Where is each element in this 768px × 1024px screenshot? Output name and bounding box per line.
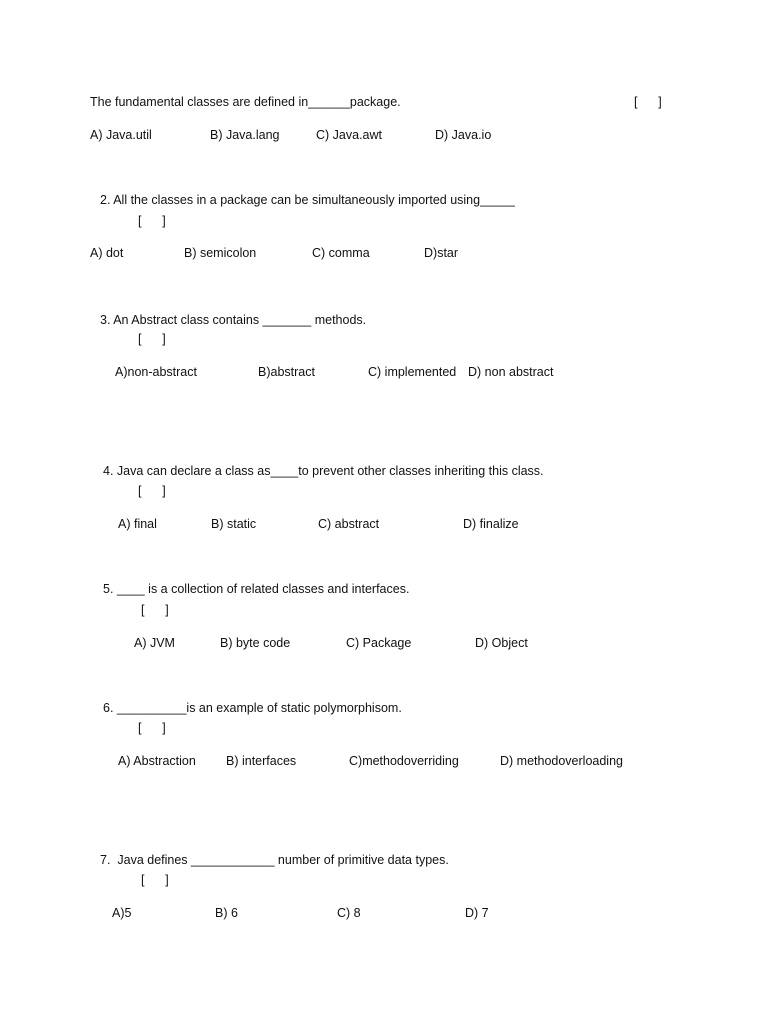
question-3-option-c: C) implemented [368,365,457,379]
question-2-option-b: B) semicolon [184,246,257,260]
question-4-option-d: D) finalize [463,517,519,531]
question-7-text: 7. Java defines ____________ number of primitive data types. [100,853,449,867]
question-2-answer-bracket: [ ] [138,214,166,228]
question-7-option-b: B) 6 [215,906,238,920]
question-3-text: 3. An Abstract class contains _______ methods. [100,313,367,327]
question-1-text: The fundamental classes are defined in______package. [90,95,401,109]
question-4-text: 4. Java can declare a class as____to prevent other classes inheriting this class. [103,464,544,478]
question-4-answer-bracket: [ ] [138,484,166,498]
question-6-option-b: B) interfaces [226,754,297,768]
question-7-option-a: A)5 [112,906,132,920]
question-5-option-d: D) Object [475,636,528,650]
question-2-text: 2. All the classes in a package can be simultaneously imported using_____ [100,193,515,207]
question-2-option-a: A) dot [90,246,124,260]
question-4-option-b: B) static [211,517,257,531]
question-5-answer-bracket: [ ] [141,603,169,617]
question-6-option-a: A) Abstraction [118,754,196,768]
question-5-text: 5. ____ is a collection of related classes and interfaces. [103,582,410,596]
question-1-option-d: D) Java.io [435,128,492,142]
question-1-option-b: B) Java.lang [210,128,280,142]
question-2-option-c: C) comma [312,246,370,260]
question-4-option-a: A) final [118,517,157,531]
question-5-option-a: A) JVM [134,636,175,650]
question-4-option-c: C) abstract [318,517,380,531]
question-3-answer-bracket: [ ] [138,332,166,346]
question-6-option-d: D) methodoverloading [500,754,623,768]
question-6-text: 6. __________is an example of static polymorphisom. [103,701,402,715]
question-5-option-c: C) Package [346,636,412,650]
question-6-answer-bracket: [ ] [138,721,166,735]
question-6-option-c: C)methodoverriding [349,754,459,768]
question-1-answer-bracket: [ ] [634,95,662,109]
question-1-option-c: C) Java.awt [316,128,382,142]
question-1-option-a: A) Java.util [90,128,152,142]
question-7-option-d: D) 7 [465,906,489,920]
question-3-option-a: A)non-abstract [115,365,197,379]
question-2-option-d: D)star [424,246,459,260]
question-5-option-b: B) byte code [220,636,291,650]
question-7-answer-bracket: [ ] [141,873,169,887]
question-7-option-c: C) 8 [337,906,361,920]
question-3-option-d: D) non abstract [468,365,554,379]
question-3-option-b: B)abstract [258,365,315,379]
